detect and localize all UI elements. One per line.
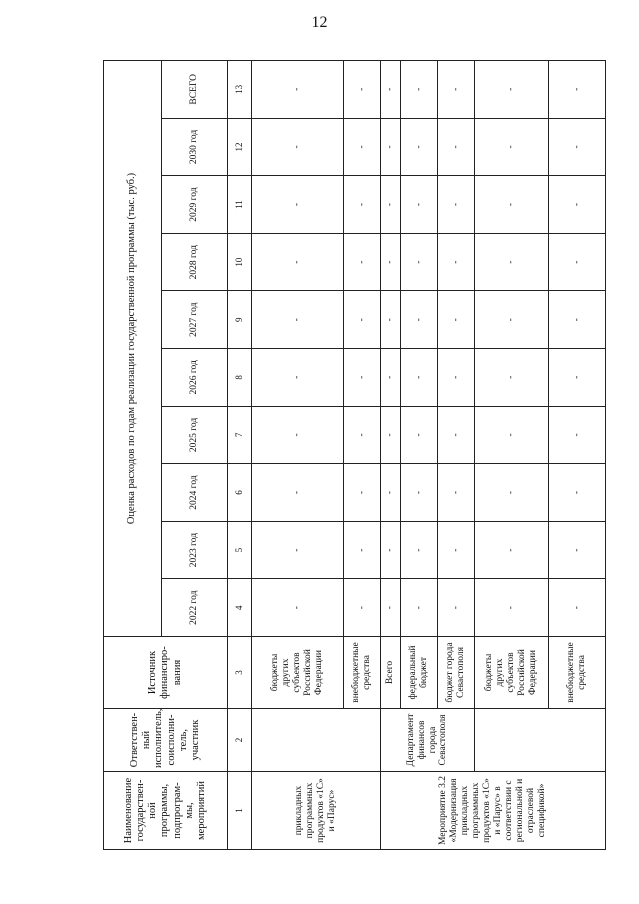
column-number: 5 (228, 521, 252, 579)
value-cell: - (252, 406, 344, 464)
header-year: 2028 год (162, 233, 228, 291)
column-number: 4 (228, 579, 252, 637)
value-cell: - (381, 464, 401, 522)
table-row (381, 61, 401, 850)
value-cell: - (252, 291, 344, 349)
value-cell: - (344, 291, 381, 349)
program-name-cell: Мероприятие 3.2 «Модернизация прикладных программных продуктов «1С» и «Парус» в соответствии с региональной и отраслевой спецификой» (381, 772, 606, 850)
value-cell: - (401, 233, 438, 291)
value-cell: - (475, 521, 549, 579)
value-cell: - (401, 579, 438, 637)
funding-source-cell: внебюджетные средства (549, 637, 606, 709)
value-cell: - (381, 579, 401, 637)
header-year: 2030 год (162, 118, 228, 176)
column-number: 9 (228, 291, 252, 349)
value-cell: - (549, 464, 606, 522)
executor-cell: Департамент финансов города Севастополя (381, 709, 475, 772)
header-year: 2027 год (162, 291, 228, 349)
column-number: 11 (228, 176, 252, 234)
value-cell: - (438, 118, 475, 176)
executor-cell (252, 709, 381, 772)
header-expenses-group: Оценка расходов по годам реализации государственной программы (тыс. руб.) (104, 61, 162, 637)
value-cell: - (475, 349, 549, 407)
value-cell: - (252, 464, 344, 522)
page-number: 12 (311, 14, 328, 31)
funding-source-cell: бюджеты других субъектов Российской Федерации (475, 637, 549, 709)
value-cell: - (381, 406, 401, 464)
rotated-table (103, 60, 605, 850)
value-cell: - (252, 521, 344, 579)
executor-cell (475, 709, 606, 772)
budget-table (103, 60, 606, 850)
value-cell: - (252, 233, 344, 291)
value-cell: - (401, 349, 438, 407)
value-cell: - (381, 291, 401, 349)
column-number: 12 (228, 118, 252, 176)
value-cell: - (401, 118, 438, 176)
value-cell: - (549, 176, 606, 234)
column-number: 8 (228, 349, 252, 407)
value-cell: - (344, 61, 381, 119)
value-cell: - (438, 349, 475, 407)
header-year: 2025 год (162, 406, 228, 464)
value-cell: - (438, 233, 475, 291)
value-cell: - (475, 464, 549, 522)
funding-source-cell: федеральный бюджет (401, 637, 438, 709)
value-cell: - (401, 464, 438, 522)
value-cell: - (438, 176, 475, 234)
value-cell: - (438, 521, 475, 579)
value-cell: - (252, 579, 344, 637)
value-cell: - (401, 291, 438, 349)
value-cell: - (344, 233, 381, 291)
value-cell: - (344, 521, 381, 579)
funding-source-cell: бюджет города Севастополя (438, 637, 475, 709)
value-cell: - (438, 579, 475, 637)
value-cell: - (438, 61, 475, 119)
value-cell: - (344, 176, 381, 234)
column-number: 3 (228, 637, 252, 709)
value-cell: - (438, 406, 475, 464)
value-cell: - (344, 579, 381, 637)
column-number: 10 (228, 233, 252, 291)
value-cell: - (381, 349, 401, 407)
value-cell: - (344, 118, 381, 176)
table-container (103, 60, 605, 850)
value-cell: - (344, 349, 381, 407)
value-cell: - (475, 176, 549, 234)
value-cell: - (401, 176, 438, 234)
value-cell: - (549, 233, 606, 291)
value-cell: - (401, 406, 438, 464)
value-cell: - (549, 118, 606, 176)
column-number: 7 (228, 406, 252, 464)
value-cell: - (381, 61, 401, 119)
value-cell: - (344, 406, 381, 464)
header-total: ВСЕГО (162, 61, 228, 119)
header-year: 2023 год (162, 521, 228, 579)
value-cell: - (549, 61, 606, 119)
funding-source-cell: Всего (381, 637, 401, 709)
funding-source-cell: бюджеты других субъектов Российской Федерации (252, 637, 344, 709)
value-cell: - (252, 176, 344, 234)
header-year: 2026 год (162, 349, 228, 407)
value-cell: - (401, 61, 438, 119)
value-cell: - (381, 118, 401, 176)
header-executor: Ответствен-ный исполнитель, соисполни-тель, участник (104, 709, 228, 772)
column-number: 6 (228, 464, 252, 522)
column-number: 1 (228, 772, 252, 850)
value-cell: - (549, 521, 606, 579)
value-cell: - (344, 464, 381, 522)
table-row (252, 61, 344, 850)
value-cell: - (438, 464, 475, 522)
value-cell: - (475, 61, 549, 119)
value-cell: - (475, 233, 549, 291)
header-year: 2022 год (162, 579, 228, 637)
value-cell: - (549, 291, 606, 349)
value-cell: - (381, 233, 401, 291)
value-cell: - (252, 118, 344, 176)
value-cell: - (475, 291, 549, 349)
value-cell: - (549, 349, 606, 407)
value-cell: - (549, 406, 606, 464)
value-cell: - (438, 291, 475, 349)
value-cell: - (549, 579, 606, 637)
funding-source-cell: внебюджетные средства (344, 637, 381, 709)
value-cell: - (381, 521, 401, 579)
header-year: 2024 год (162, 464, 228, 522)
value-cell: - (252, 61, 344, 119)
value-cell: - (475, 579, 549, 637)
column-number: 13 (228, 61, 252, 119)
program-name-cell: прикладных программных продуктов «1С» и «Парус» (252, 772, 381, 850)
header-year: 2029 год (162, 176, 228, 234)
value-cell: - (381, 176, 401, 234)
value-cell: - (475, 118, 549, 176)
header-funding-source: Источник финансиро-вания (104, 637, 228, 709)
value-cell: - (252, 349, 344, 407)
value-cell: - (475, 406, 549, 464)
table-row (475, 61, 549, 850)
header-program-name: Наименование государствен-ной программы, подпрограм-мы, мероприятий (104, 772, 228, 850)
column-number: 2 (228, 709, 252, 772)
value-cell: - (401, 521, 438, 579)
